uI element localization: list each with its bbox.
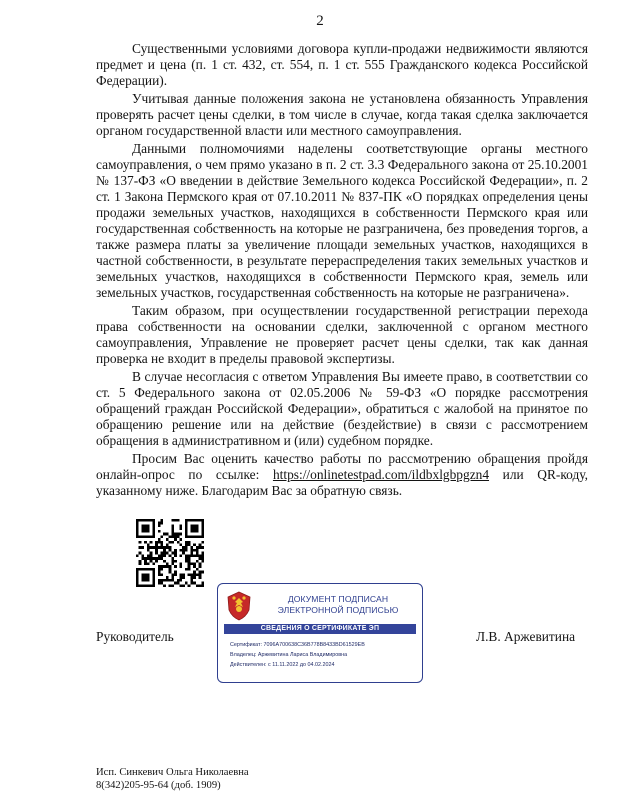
qr-code[interactable] [136, 519, 204, 587]
coat-of-arms-icon [224, 590, 254, 622]
executor-phone: 8(342)205-95-64 (доб. 1909) [96, 779, 221, 791]
paragraph [96, 91, 588, 139]
certificate-info-bar: СВЕДЕНИЯ О СЕРТИФИКАТЕ ЭП [224, 624, 416, 634]
survey-link[interactable]: https://onlinetestpad.com/ildbxlgbpgzn4 [272, 467, 490, 482]
paragraph [96, 451, 588, 499]
paragraph [96, 41, 588, 89]
stamp-title [258, 594, 418, 616]
stamp-title-line2: ЭЛЕКТРОННОЙ ПОДПИСЬЮ [277, 605, 399, 615]
executor-name: Исп. Синкевич Ольга Николаевна [96, 767, 249, 778]
paragraph-text: Просим Вас оценить качество работы по рассмотрению обращения пройдя онлайн-опрос по ссылке: [96, 451, 588, 482]
signatory-position: Руководитель [96, 629, 174, 644]
electronic-signature-stamp [217, 583, 423, 683]
letter-body [96, 41, 588, 501]
paragraph [96, 141, 588, 301]
paragraph-text: Учитывая данные положения закона не установлена обязанность Управления проверять расчет цены сделки, в том числе в случае, когда такая сделка заключается органом государственной власти или местного самоуправления. [96, 91, 588, 138]
signatory-name: Л.В. Аржевитина [476, 629, 576, 644]
page-number: 2 [316, 13, 324, 29]
stamp-title-line1: ДОКУМЕНТ ПОДПИСАН [287, 594, 389, 604]
certificate-validity: Действителен: с 11.11.2022 до 04.02.2024 [230, 662, 335, 668]
paragraph-text: или QR-коду, указанному ниже. Благодарим Вас за обратную связь. [96, 467, 588, 498]
certificate-serial: Сертификат: 7096A700638C36B778B8433BD61529EB [230, 642, 365, 648]
executor-info [96, 767, 249, 792]
paragraph-text: Существенными условиями договора купли-продажи недвижимости являются предмет и цена (п. 1 ст. 432, ст. 554, п. 1 ст. 555 Гражданского кодекса Российской Федерации). [96, 41, 588, 88]
paragraph-text: Данными полномочиями наделены соответствующие органы местного самоуправления, о чем прямо указано в п. 2 ст. 3.3 Федерального закона от 25.10.2001 № 137-ФЗ «О введении в действие Земельного кодекса Российской Федерации», п. 2 ст. 1 Закона Пермского края от 07.10.2011 № 837-ПК «О порядках определения цены продажи земельных участков, находящихся в собственности Пермского края или государственная собственность на которые не разграничена, без проведения торгов, а также размера платы за увеличение площади земельных участков, находящихся в частной собственности, в результате перераспределения таких земельных участков и земельных участков, находящихся в собственности Пермского края, земель или земельных участков, государственная собственность на которые не разграничена». [96, 141, 588, 300]
certificate-owner: Владелец: Аржевитина Лариса Владимировна [230, 652, 348, 658]
paragraph-text: Таким образом, при осуществлении государственной регистрации перехода права собственности на основании сделки, заключенной с органом местного самоуправления, Управление не проверяет расчет цены сделки, так как данная проверка не входит в пределы правовой экспертизы. [96, 303, 588, 366]
paragraph-text: В случае несогласия с ответом Управления Вы имеете право, в соответствии со ст. 5 Федерального закона от 02.05.2006 № 59-ФЗ «О порядке рассмотрения обращений граждан Российской Федерации», обратиться с жалобой на принятое по обращению решение или на действие (бездействие) в связи с рассмотрением обращения в административном и (или) судебном порядке. [96, 369, 588, 448]
paragraph [96, 369, 588, 449]
paragraph [96, 303, 588, 367]
